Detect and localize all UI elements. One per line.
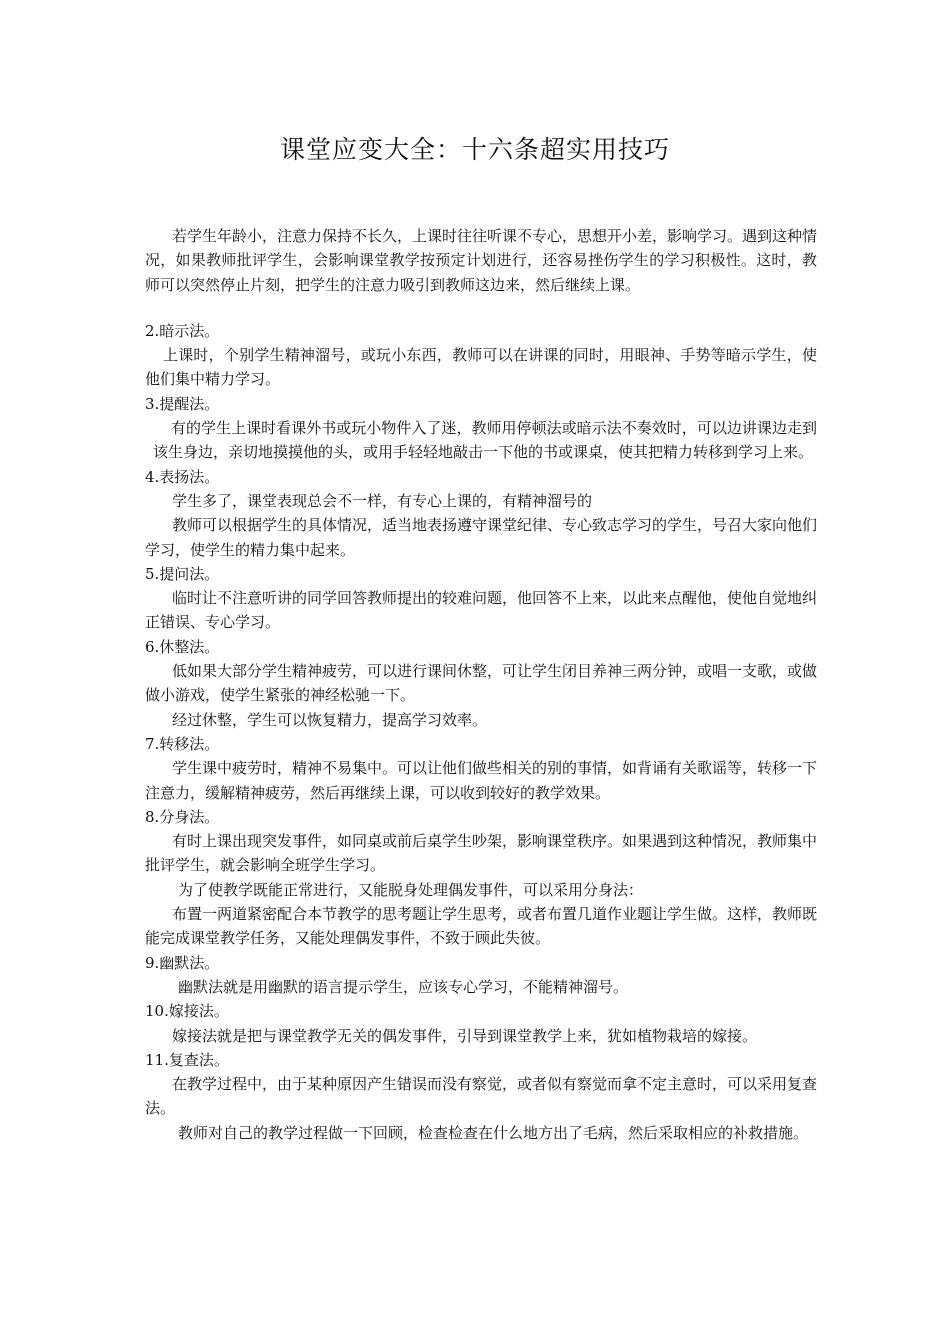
section-paragraph: 临时让不注意听讲的同学回答教师提出的较难问题，他回答不上来，以此来点醒他，使他自觉地纠正错误、专心学习。 bbox=[145, 589, 818, 632]
section-heading: 6.休整法。 bbox=[145, 637, 220, 656]
section-paragraph: 教师可以根据学生的具体情况，适当地表扬遵守课堂纪律、专心致志学习的学生，号召大家向他们学习，使学生的精力集中起来。 bbox=[145, 516, 818, 559]
section-heading: 3.提醒法。 bbox=[145, 394, 220, 413]
section-paragraph: 有的学生上课时看课外书或玩小物件入了迷，教师用停顿法或暗示法不奏效时，可以边讲课边走到该生身边，亲切地摸摸他的头，或用手轻轻地敲击一下他的书或课桌，使其把精力转移到学习上来。 bbox=[153, 419, 817, 462]
section-heading: 4.表扬法。 bbox=[145, 467, 220, 486]
section-paragraph: 嫁接法就是把与课堂教学无关的偶发事件，引导到课堂教学上来，犹如植物栽培的嫁接。 bbox=[172, 1026, 758, 1045]
section-question-method bbox=[145, 562, 817, 635]
paragraph-gap bbox=[145, 297, 817, 319]
section-humor-method bbox=[145, 951, 817, 1000]
section-heading: 7.转移法。 bbox=[145, 734, 220, 753]
section-hint-method bbox=[145, 319, 817, 392]
section-paragraph: 为了使教学既能正常进行，又能脱身处理偶发事件，可以采用分身法： bbox=[178, 880, 644, 899]
document-body bbox=[145, 224, 817, 1145]
section-heading: 2.暗示法。 bbox=[145, 321, 220, 340]
section-paragraph: 有时上课出现突发事件，如同桌或前后桌学生吵架，影响课堂秩序。如果遇到这种情况，教师集中批评学生，就会影响全班学生学习。 bbox=[145, 832, 818, 875]
section-paragraph: 低如果大部分学生精神疲劳，可以进行课间休整，可让学生闭目养神三两分钟，或唱一支歌，或做做小游戏，使学生紧张的神经松驰一下。 bbox=[145, 662, 818, 705]
section-rest-method bbox=[145, 635, 817, 732]
document-title: 课堂应变大全：十六条超实用技巧 bbox=[279, 135, 670, 164]
section-heading: 5.提问法。 bbox=[145, 564, 220, 583]
section-split-method bbox=[145, 805, 817, 951]
section-paragraph: 在教学过程中，由于某种原因产生错误而没有察觉，或者似有察觉而拿不定主意时，可以采用复查法。 bbox=[145, 1075, 818, 1118]
section-heading: 11.复查法。 bbox=[145, 1050, 229, 1069]
section-paragraph: 学生课中疲劳时，精神不易集中。可以让他们做些相关的别的事情，如背诵有关歌谣等，转移一下注意力，缓解精神疲劳，然后再继续上课，可以收到较好的教学效果。 bbox=[145, 759, 818, 802]
section-praise-method bbox=[145, 465, 817, 562]
section-paragraph: 教师对自己的教学过程做一下回顾，检查检查在什么地方出了毛病，然后采取相应的补救措施。 bbox=[178, 1123, 809, 1142]
section-paragraph: 幽默法就是用幽默的语言提示学生，应该专心学习，不能精神溜号。 bbox=[178, 977, 629, 996]
section-heading: 10.嫁接法。 bbox=[145, 1002, 229, 1021]
intro-paragraph: 若学生年龄小，注意力保持不长久，上课时往往听课不专心，思想开小差，影响学习。遇到这种情况，如果教师批评学生，会影响课堂教学按预定计划进行，还容易挫伤学生的学习积极性。这时，教师可以突然停止片刻，把学生的注意力吸引到教师这边来，然后继续上课。 bbox=[145, 227, 818, 294]
section-review-method bbox=[145, 1048, 817, 1145]
section-heading: 9.幽默法。 bbox=[145, 953, 220, 972]
section-paragraph: 经过休整，学生可以恢复精力，提高学习效率。 bbox=[172, 710, 488, 729]
section-paragraph: 上课时，个别学生精神溜号，或玩小东西，教师可以在讲课的同时，用眼神、手势等暗示学生，使他们集中精力学习。 bbox=[145, 346, 817, 389]
section-reminder-method bbox=[145, 392, 817, 465]
section-diversion-method bbox=[145, 732, 817, 805]
section-graft-method bbox=[145, 999, 817, 1048]
section-paragraph: 学生多了，课堂表现总会不一样，有专心上课的，有精神溜号的 bbox=[172, 491, 593, 510]
section-heading: 8.分身法。 bbox=[145, 807, 220, 826]
section-paragraph: 布置一两道紧密配合本节教学的思考题让学生思考，或者布置几道作业题让学生做。这样，教师既能完成课堂教学任务，又能处理偶发事件，不致于顾此失彼。 bbox=[145, 905, 818, 948]
